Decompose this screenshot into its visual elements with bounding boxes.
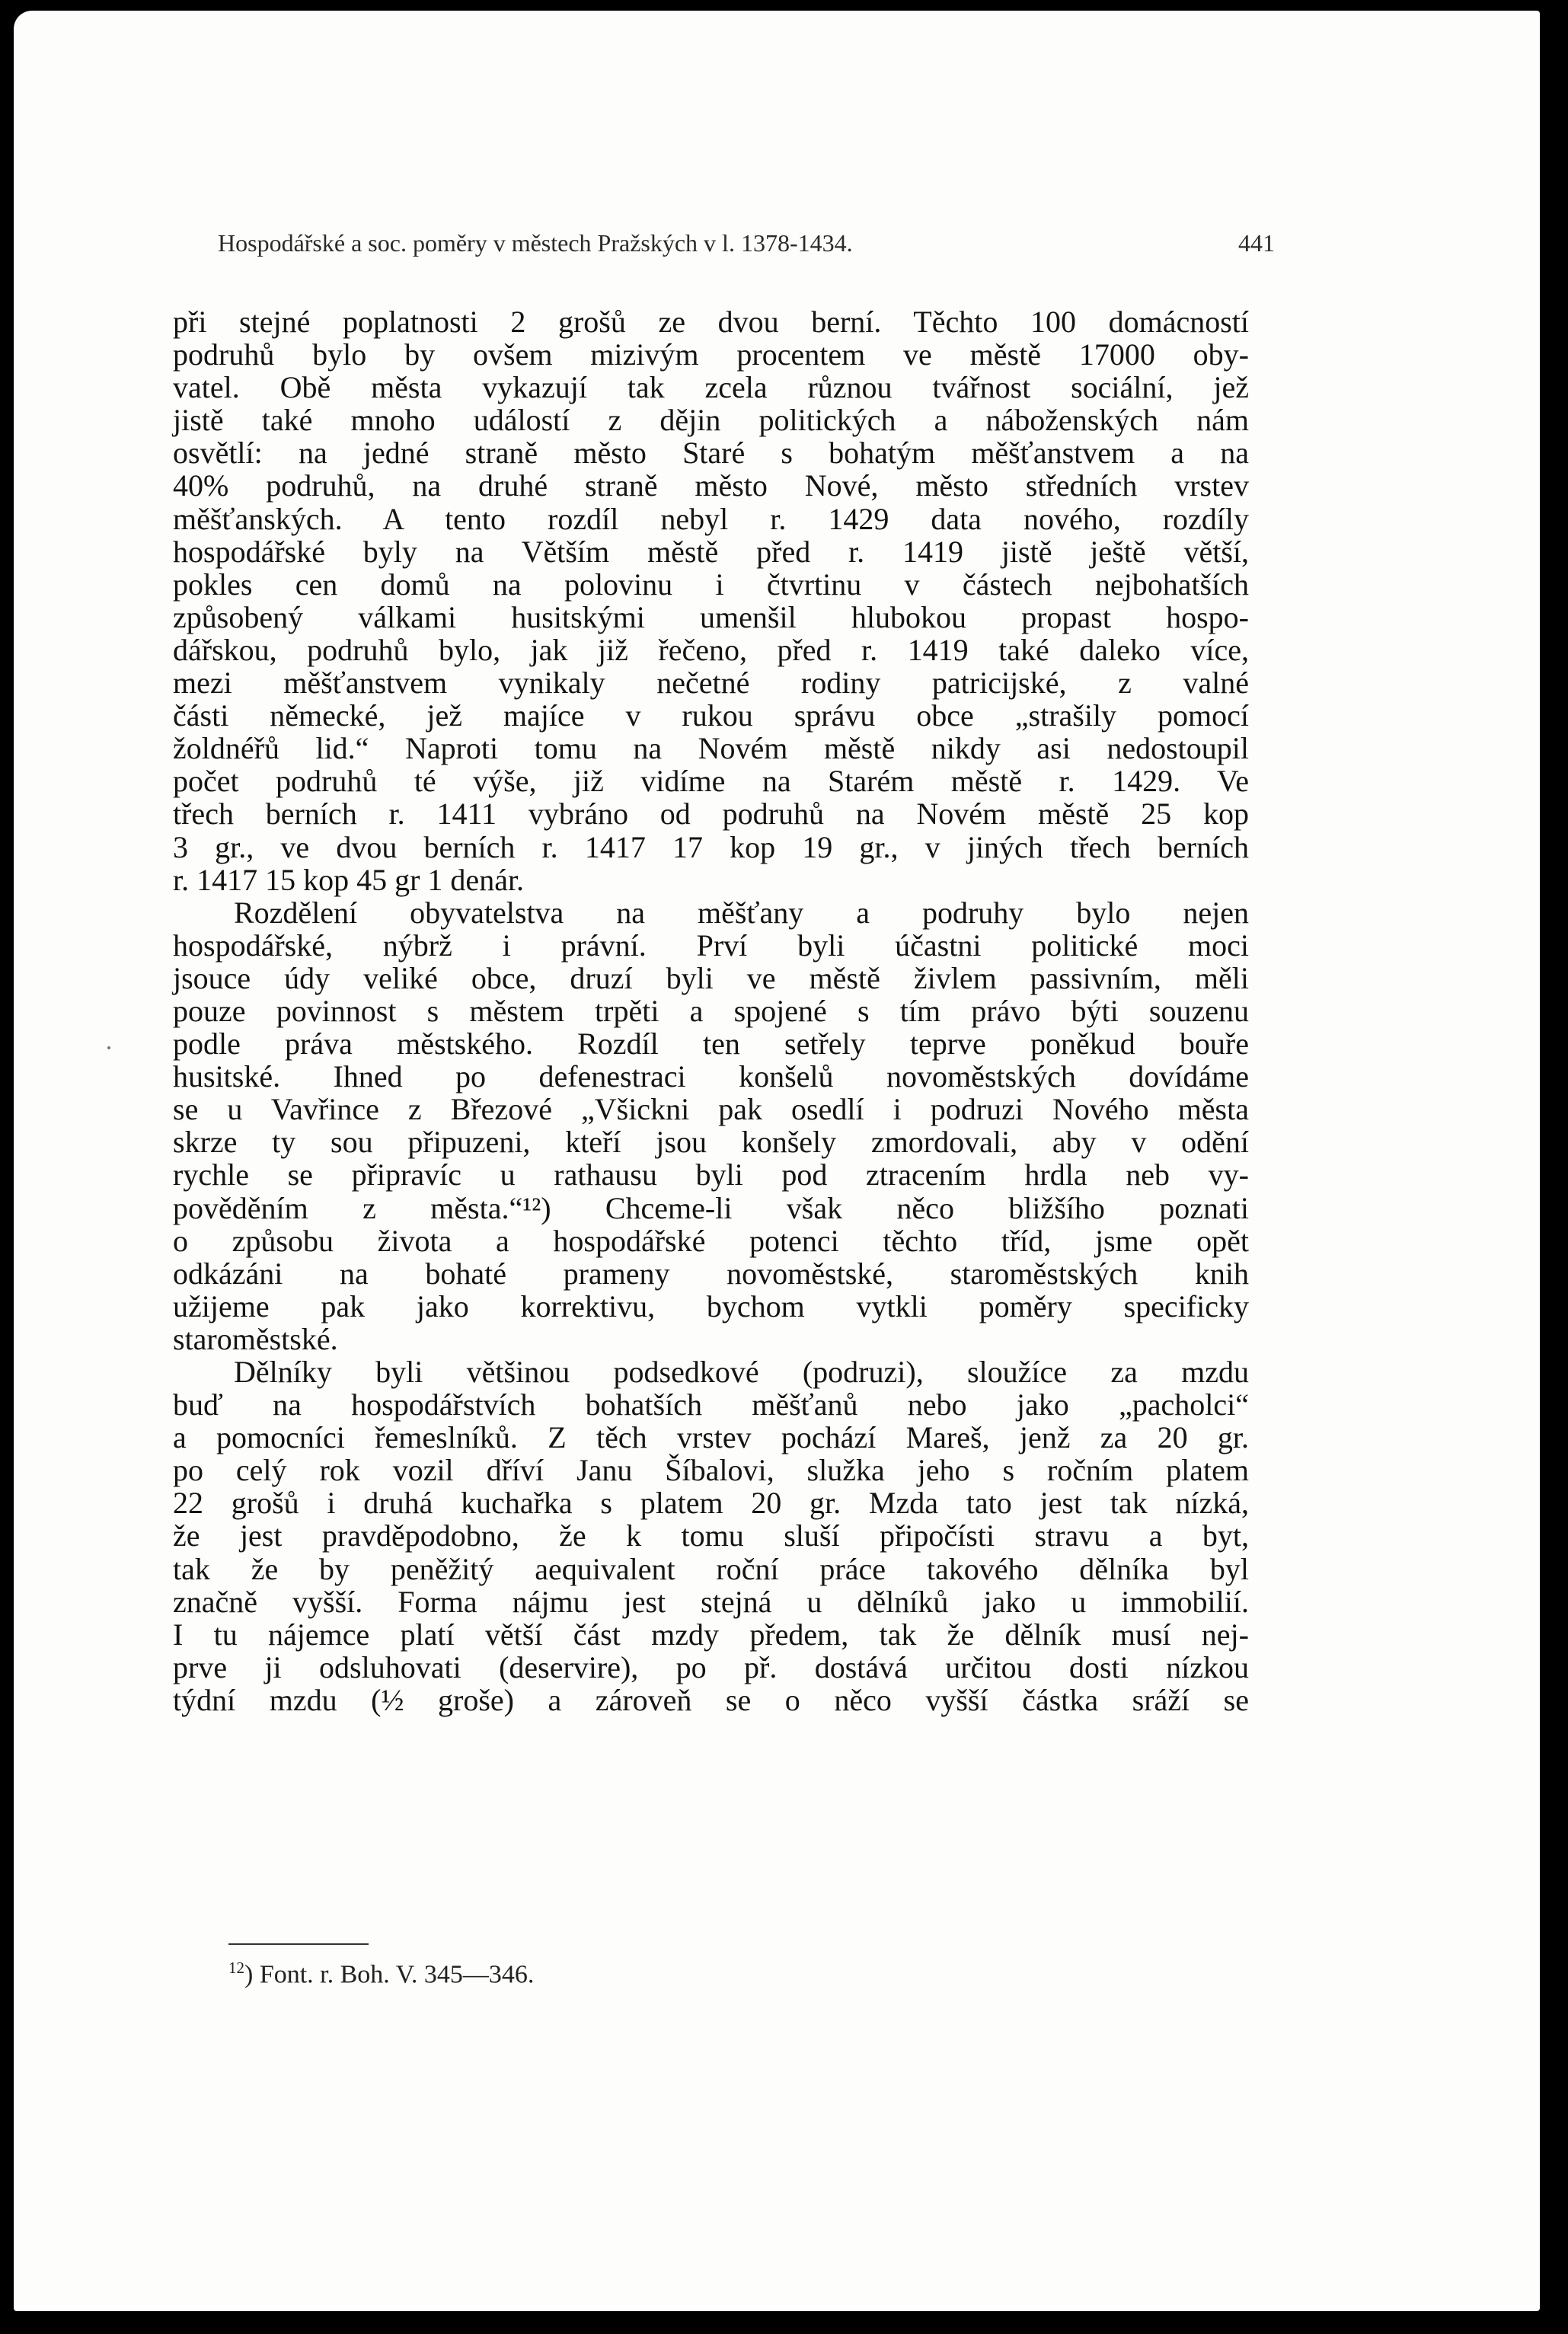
margin-speck: [107, 1046, 110, 1049]
footnote-divider: [228, 1943, 369, 1945]
text-line: podruhů bylo by ovšem mizivým procentem ve městě 17000 oby-: [173, 337, 1249, 372]
text-line: 3 gr., ve dvou berních r. 1417 17 kop 19 gr., v jiných třech berních: [173, 829, 1249, 864]
footnote-marker: 12: [228, 1959, 244, 1977]
text-line: rychle se připravíc u rathausu byli pod ztracením hrdla neb vy-: [173, 1157, 1249, 1193]
text-line: se u Vavřince z Březové „Všickni pak osedlí i podruzi Nového města: [173, 1092, 1249, 1127]
text-line: po celý rok vozil dříví Janu Šíbalovi, služka jeho s ročním platem: [173, 1453, 1249, 1488]
paragraph-end-line: r. 1417 15 kop 45 gr 1 denár.: [173, 862, 525, 897]
text-line: pověděním z města.“¹²) Chceme-li však něco bližšího poznati: [173, 1190, 1249, 1225]
text-line: 40% podruhů, na druhé straně město Nové, město středních vrstev: [173, 468, 1249, 503]
text-line: skrze ty sou připuzeni, kteří jsou konšely zmordovali, aby v odění: [173, 1125, 1249, 1160]
footnote: [228, 1959, 534, 1989]
text-line: při stejné poplatnosti 2 grošů ze dvou berní. Těchto 100 domácností: [173, 305, 1249, 339]
text-line: vatel. Obě města vykazují tak zcela různou tvářnost sociální, jež: [173, 370, 1249, 405]
text-line: mezi měšťanstvem vynikaly nečetné rodiny patricijské, z valné: [173, 666, 1249, 701]
running-title: Hospodářské a soc. poměry v městech Pražských v l. 1378-1434.: [218, 229, 853, 257]
text-line: měšťanských. A tento rozdíl nebyl r. 1429 data nového, rozdíly: [173, 501, 1249, 536]
text-line: podle práva městského. Rozdíl ten setřely teprve poněkud bouře: [173, 1027, 1249, 1062]
text-line: žoldnéřů lid.“ Naproti tomu na Novém městě nikdy asi nedostoupil: [173, 731, 1249, 766]
text-line: I tu nájemce platí větší část mzdy předem, tak že dělník musí nej-: [173, 1617, 1249, 1652]
text-line: o způsobu života a hospodářské potenci těchto tříd, jsme opět: [173, 1223, 1249, 1258]
text-line: a pomocníci řemeslníků. Z těch vrstev pochází Mareš, jenž za 20 gr.: [173, 1420, 1249, 1455]
footnote-text: ) Font. r. Boh. V. 345—346.: [244, 1960, 535, 1989]
text-line: prve ji odsluhovati (deservire), po př. dostává určitou dosti nízkou: [173, 1649, 1249, 1684]
text-line: způsobený válkami husitskými umenšil hlubokou propast hospo-: [173, 599, 1249, 634]
text-line: hospodářské, nýbrž i právní. Prví byli účastni politické moci: [173, 928, 1249, 963]
paragraph-start-line: Rozdělení obyvatelstva na měšťany a podruhy bylo nejen: [234, 895, 1249, 930]
text-line: pouze povinnost s městem trpěti a spojené s tím právo býti souzenu: [173, 993, 1249, 1028]
scanned-page: [14, 11, 1540, 2311]
paragraph-end-line: staroměstské.: [173, 1321, 338, 1356]
text-line: značně vyšší. Forma nájmu jest stejná u dělníků jako u immobilií.: [173, 1584, 1249, 1619]
text-line: části německé, jež majíce v rukou správu obce „strašily pomocí: [173, 698, 1249, 733]
text-line: tak že by peněžitý aequivalent roční práce takového dělníka byl: [173, 1551, 1249, 1586]
text-line: hospodářské byly na Větším městě před r. 1419 jistě ještě větší,: [173, 534, 1249, 569]
text-line: třech berních r. 1411 vybráno od podruhů na Novém městě 25 kop: [173, 797, 1249, 832]
text-line: že jest pravděpodobno, že k tomu sluší připočísti stravu a byt,: [173, 1518, 1249, 1553]
paragraph-start-line: Dělníky byli většinou podsedkové (podruzi), sloužíce za mzdu: [234, 1355, 1249, 1389]
text-line: husitské. Ihned po defenestraci konšelů novoměstských dovídáme: [173, 1059, 1249, 1094]
text-line: osvětlí: na jedné straně město Staré s bohatým měšťanstvem a na: [173, 436, 1249, 471]
page-number: 441: [1238, 229, 1275, 257]
text-line: týdní mzdu (½ groše) a zároveň se o něco vyšší částka sráží se: [173, 1682, 1249, 1717]
text-line: odkázáni na bohaté prameny novoměstské, staroměstských knih: [173, 1256, 1249, 1291]
text-line: pokles cen domů na polovinu i čtvrtinu v částech nejbohatších: [173, 567, 1249, 602]
running-header: [218, 229, 1275, 267]
text-line: jsouce údy veliké obce, druzí byli ve městě živlem passivním, měli: [173, 960, 1249, 995]
text-line: počet podruhů té výše, již vidíme na Starém městě r. 1429. Ve: [173, 764, 1249, 799]
text-line: jistě také mnoho událostí z dějin politických a náboženských nám: [173, 403, 1249, 438]
text-line: užijeme pak jako korrektivu, bychom vytkli poměry specificky: [173, 1288, 1249, 1323]
body-text: [173, 305, 1249, 1716]
text-line: 22 grošů i druhá kuchařka s platem 20 gr. Mzda tato jest tak nízká,: [173, 1486, 1249, 1521]
text-line: buď na hospodářstvích bohatších měšťanů nebo jako „pacholci“: [173, 1387, 1249, 1422]
text-line: dářskou, podruhů bylo, jak již řečeno, před r. 1419 také daleko více,: [173, 632, 1249, 667]
